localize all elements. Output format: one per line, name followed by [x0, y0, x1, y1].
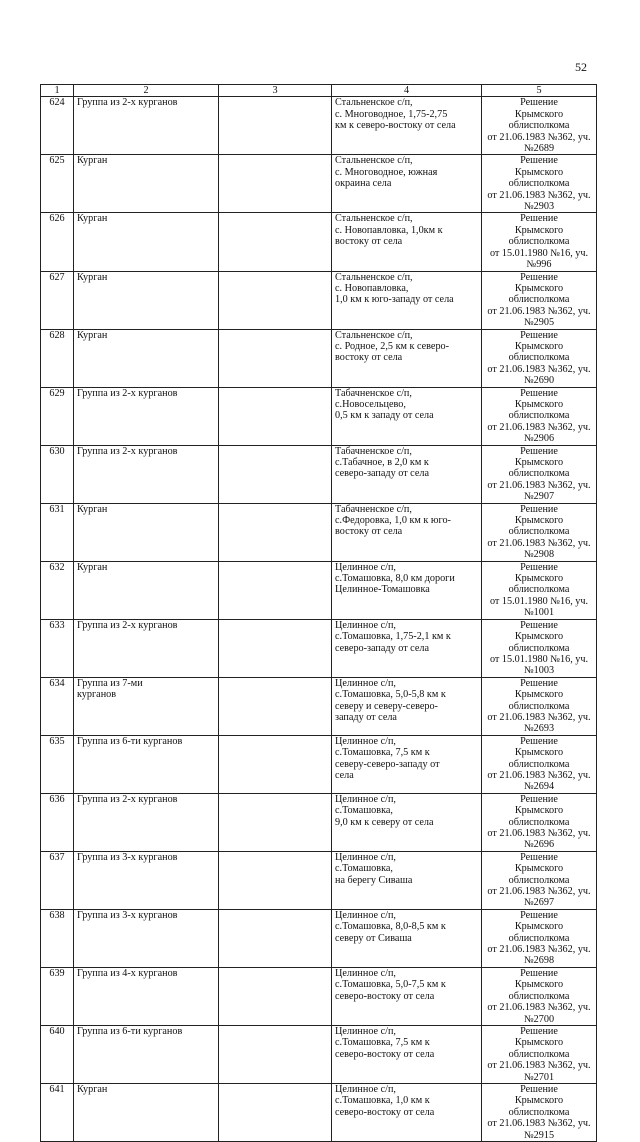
table-row	[41, 909, 597, 967]
decision: Решение Крымского облисполкома от 21.06.1983 №362, уч.№2689	[482, 97, 597, 155]
table-row	[41, 387, 597, 445]
row-number: 635	[41, 735, 74, 793]
object-name: Группа из 3-х курганов	[74, 851, 219, 909]
location: Табачненское с/п, с.Новосельцево, 0,5 км к западу от села	[332, 387, 482, 445]
decision: Решение Крымского облисполкома от 21.06.1983 №362, уч.№2907	[482, 445, 597, 503]
object-name: Курган	[74, 271, 219, 329]
col3-cell	[219, 503, 332, 561]
col3-cell	[219, 561, 332, 619]
row-number: 624	[41, 97, 74, 155]
location: Целинное с/п, с.Томашовка, 9,0 км к северу от села	[332, 793, 482, 851]
object-name: Группа из 2-х курганов	[74, 619, 219, 677]
decision: Решение Крымского облисполкома от 21.06.1983 №362, уч.№2696	[482, 793, 597, 851]
decision: Решение Крымского облисполкома от 15.01.1980 №16, уч.№1001	[482, 561, 597, 619]
object-name: Группа из 7-ми курганов	[74, 677, 219, 735]
object-name: Группа из 4-х курганов	[74, 967, 219, 1025]
col3-cell	[219, 1083, 332, 1141]
col3-cell	[219, 329, 332, 387]
object-name: Курган	[74, 213, 219, 271]
header-row	[41, 85, 597, 97]
col3-cell	[219, 445, 332, 503]
row-number: 629	[41, 387, 74, 445]
row-number: 626	[41, 213, 74, 271]
location: Целинное с/п, с.Томашовка, 7,5 км к северо-востоку от села	[332, 1025, 482, 1083]
header-col-5: 5	[482, 85, 597, 97]
row-number: 630	[41, 445, 74, 503]
page-number: 52	[575, 60, 587, 74]
location: Табачненское с/п, с.Федоровка, 1,0 км к юго- востоку от села	[332, 503, 482, 561]
table-row	[41, 329, 597, 387]
object-name: Курган	[74, 329, 219, 387]
location: Целинное с/п, с.Томашовка, 5,0-7,5 км к северо-востоку от села	[332, 967, 482, 1025]
row-number: 637	[41, 851, 74, 909]
decision: Решение Крымского облисполкома от 21.06.1983 №362, уч.№2903	[482, 155, 597, 213]
row-number: 641	[41, 1083, 74, 1141]
row-number: 631	[41, 503, 74, 561]
table-row	[41, 271, 597, 329]
object-name: Группа из 3-х курганов	[74, 909, 219, 967]
table-row	[41, 561, 597, 619]
row-number: 633	[41, 619, 74, 677]
col3-cell	[219, 387, 332, 445]
col3-cell	[219, 1025, 332, 1083]
row-number: 634	[41, 677, 74, 735]
object-name: Курган	[74, 561, 219, 619]
location: Стальненское с/п, с. Многоводное, южная окраина села	[332, 155, 482, 213]
table-row	[41, 503, 597, 561]
table-row	[41, 677, 597, 735]
header-col-4: 4	[332, 85, 482, 97]
col3-cell	[219, 851, 332, 909]
decision: Решение Крымского облисполкома от 21.06.1983 №362, уч.№2697	[482, 851, 597, 909]
col3-cell	[219, 677, 332, 735]
table-row	[41, 213, 597, 271]
col3-cell	[219, 735, 332, 793]
row-number: 636	[41, 793, 74, 851]
table-row	[41, 97, 597, 155]
monuments-table	[40, 84, 597, 1142]
col3-cell	[219, 793, 332, 851]
object-name: Курган	[74, 155, 219, 213]
table-row	[41, 967, 597, 1025]
table-row	[41, 619, 597, 677]
row-number: 627	[41, 271, 74, 329]
table-row	[41, 793, 597, 851]
decision: Решение Крымского облисполкома от 21.06.1983 №362, уч.№2701	[482, 1025, 597, 1083]
col3-cell	[219, 619, 332, 677]
table-row	[41, 1083, 597, 1141]
location: Стальненское с/п, с. Многоводное, 1,75-2,75 км к северо-востоку от села	[332, 97, 482, 155]
location: Целинное с/п, с.Томашовка, 1,0 км к северо-востоку от села	[332, 1083, 482, 1141]
header-col-2: 2	[74, 85, 219, 97]
object-name: Группа из 6-ти курганов	[74, 735, 219, 793]
object-name: Курган	[74, 503, 219, 561]
col3-cell	[219, 271, 332, 329]
location: Целинное с/п, с.Томашовка, на берегу Сиваша	[332, 851, 482, 909]
col3-cell	[219, 213, 332, 271]
row-number: 638	[41, 909, 74, 967]
object-name: Группа из 2-х курганов	[74, 97, 219, 155]
table-row	[41, 851, 597, 909]
decision: Решение Крымского облисполкома от 21.06.1983 №362, уч.№2915	[482, 1083, 597, 1141]
decision: Решение Крымского облисполкома от 21.06.1983 №362, уч.№2906	[482, 387, 597, 445]
object-name: Группа из 2-х курганов	[74, 387, 219, 445]
decision: Решение Крымского облисполкома от 21.06.1983 №362, уч.№2698	[482, 909, 597, 967]
table-row	[41, 155, 597, 213]
col3-cell	[219, 97, 332, 155]
row-number: 625	[41, 155, 74, 213]
row-number: 639	[41, 967, 74, 1025]
location: Стальненское с/п, с. Новопавловка, 1,0 км к юго-западу от села	[332, 271, 482, 329]
location: Целинное с/п, с.Томашовка, 7,5 км к северу-северо-западу от села	[332, 735, 482, 793]
decision: Решение Крымского облисполкома от 21.06.1983 №362, уч.№2908	[482, 503, 597, 561]
table-row	[41, 445, 597, 503]
object-name: Группа из 2-х курганов	[74, 445, 219, 503]
location: Целинное с/п, с.Томашовка, 1,75-2,1 км к северо-западу от села	[332, 619, 482, 677]
location: Целинное с/п, с.Томашовка, 8,0 км дороги Целинное-Томашовка	[332, 561, 482, 619]
location: Табачненское с/п, с.Табачное, в 2,0 км к северо-западу от села	[332, 445, 482, 503]
decision: Решение Крымского облисполкома от 15.01.1980 №16, уч.№996	[482, 213, 597, 271]
decision: Решение Крымского облисполкома от 21.06.1983 №362, уч.№2694	[482, 735, 597, 793]
decision: Решение Крымского облисполкома от 15.01.1980 №16, уч.№1003	[482, 619, 597, 677]
decision: Решение Крымского облисполкома от 21.06.1983 №362, уч.№2700	[482, 967, 597, 1025]
location: Целинное с/п, с.Томашовка, 8,0-8,5 км к северу от Сиваша	[332, 909, 482, 967]
decision: Решение Крымского облисполкома от 21.06.1983 №362, уч.№2690	[482, 329, 597, 387]
location: Стальненское с/п, с. Новопавловка, 1,0км к востоку от села	[332, 213, 482, 271]
row-number: 632	[41, 561, 74, 619]
object-name: Курган	[74, 1083, 219, 1141]
header-col-1: 1	[41, 85, 74, 97]
row-number: 628	[41, 329, 74, 387]
decision: Решение Крымского облисполкома от 21.06.1983 №362, уч.№2693	[482, 677, 597, 735]
col3-cell	[219, 967, 332, 1025]
decision: Решение Крымского облисполкома от 21.06.1983 №362, уч.№2905	[482, 271, 597, 329]
object-name: Группа из 6-ти курганов	[74, 1025, 219, 1083]
location: Целинное с/п, с.Томашовка, 5,0-5,8 км к северу и северу-северо- западу от села	[332, 677, 482, 735]
header-col-3: 3	[219, 85, 332, 97]
table-row	[41, 1025, 597, 1083]
row-number: 640	[41, 1025, 74, 1083]
col3-cell	[219, 155, 332, 213]
table-row	[41, 735, 597, 793]
location: Стальненское с/п, с. Родное, 2,5 км к северо- востоку от села	[332, 329, 482, 387]
object-name: Группа из 2-х курганов	[74, 793, 219, 851]
col3-cell	[219, 909, 332, 967]
